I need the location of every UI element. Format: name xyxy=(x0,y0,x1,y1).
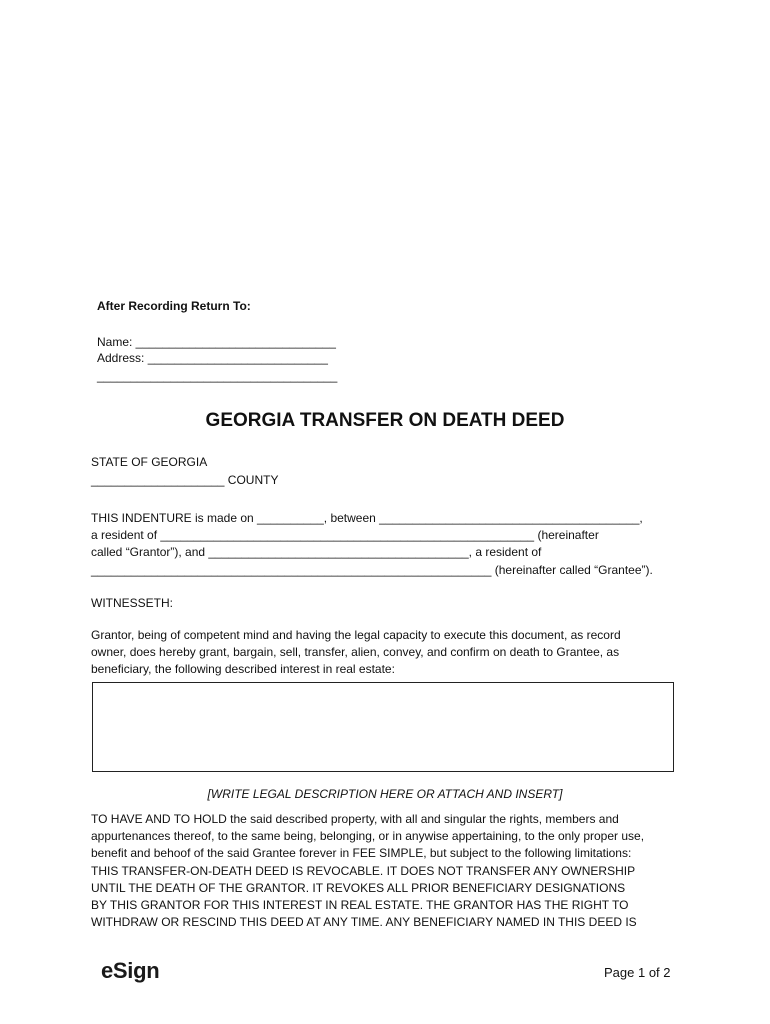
habendum-line: UNTIL THE DEATH OF THE GRANTOR. IT REVOKES ALL PRIOR BENEFICIARY DESIGNATIONS xyxy=(91,881,626,895)
indenture-line: called “Grantor”), and _______________________________________, a resident of xyxy=(91,545,542,559)
page-title: GEORGIA TRANSFER ON DEATH DEED xyxy=(205,410,565,431)
esign-logo: eSign xyxy=(101,958,160,983)
grant-line: owner, does hereby grant, bargain, sell, transfer, alien, convey, and confirm on death to Grantee, as xyxy=(91,645,620,659)
habendum-line: THIS TRANSFER-ON-DEATH DEED IS REVOCABLE. IT DOES NOT TRANSFER ANY OWNERSHIP xyxy=(91,864,636,878)
habendum-line: WITHDRAW OR RESCIND THIS DEED AT ANY TIME. ANY BENEFICIARY NAMED IN THIS DEED IS xyxy=(91,915,637,929)
witnesseth-heading: WITNESSETH: xyxy=(91,596,174,610)
return-address-line: Address: ___________________________ xyxy=(97,351,328,365)
return-blank-line: ____________________________________ xyxy=(97,369,338,383)
habendum-line: benefit and behoof of the said Grantee forever in FEE SIMPLE, but subject to the following limitations: xyxy=(91,846,632,860)
indenture-line: THIS INDENTURE is made on __________, between _______________________________________, xyxy=(91,511,643,525)
indenture-line: ____________________________________________________________ (hereinafter called “Grantee”). xyxy=(91,563,653,577)
grant-line: Grantor, being of competent mind and having the legal capacity to execute this document, as record xyxy=(91,628,621,642)
habendum-line: appurtenances thereof, to the same being, belonging, or in anywise appertaining, to the only proper use, xyxy=(91,829,645,843)
habendum-line: BY THIS GRANTOR FOR THIS INTEREST IN REAL ESTATE. THE GRANTOR HAS THE RIGHT TO xyxy=(91,898,629,912)
page-number: Page 1 of 2 xyxy=(604,965,671,980)
indenture-line: a resident of ________________________________________________________ (hereinafter xyxy=(91,528,599,542)
state-line: STATE OF GEORGIA xyxy=(91,455,208,469)
grant-line: beneficiary, the following described interest in real estate: xyxy=(91,662,395,676)
habendum-line: TO HAVE AND TO HOLD the said described property, with all and singular the rights, members and xyxy=(91,812,619,826)
legal-description-caption: [WRITE LEGAL DESCRIPTION HERE OR ATTACH AND INSERT] xyxy=(207,787,563,801)
return-heading: After Recording Return To: xyxy=(97,299,251,313)
legal-description-box[interactable] xyxy=(92,682,674,772)
return-name-line: Name: ______________________________ xyxy=(97,335,336,349)
county-line: ____________________ COUNTY xyxy=(91,473,279,487)
